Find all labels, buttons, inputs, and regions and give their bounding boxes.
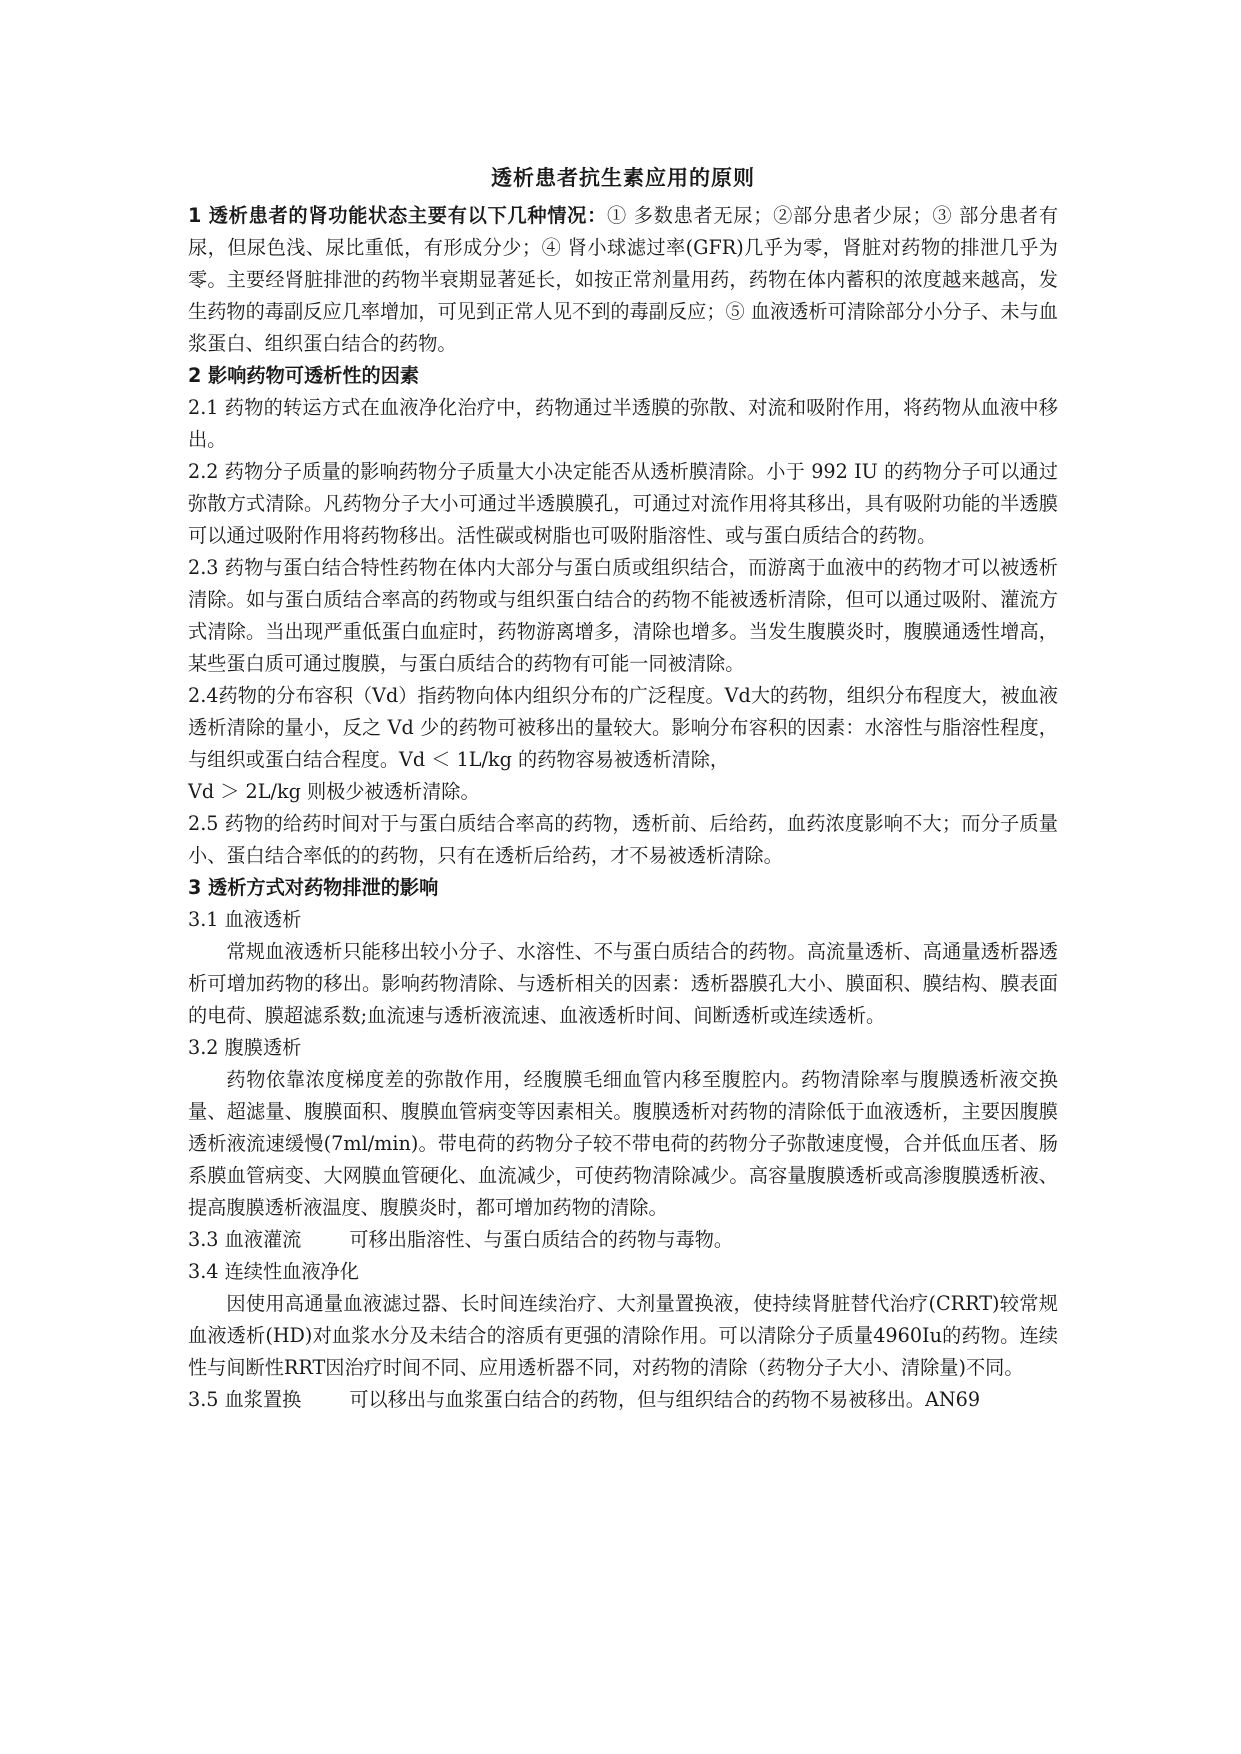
- section-3-3-line: [188, 1224, 1058, 1256]
- section-3-3-text: 可移出脂溶性、与蛋白质结合的药物与毒物。: [349, 1228, 734, 1251]
- section-2-heading: 2 影响药物可透析性的因素: [188, 364, 420, 387]
- section-3-5-text: 可以移出与血浆蛋白结合的药物，但与组织结合的药物不易被移出。AN69: [349, 1388, 981, 1411]
- section-2-2-paragraph: 2.2 药物分子质量的影响药物分子质量大小决定能否从透析膜清除。小于 992 IU 的药物分子可以通过弥散方式清除。凡药物分子大小可通过半透膜膜孔，可通过对流作用将其移出，具有吸附功能的半透膜可以通过吸附作用将药物移出。活性碳或树脂也可吸附脂溶性、或与蛋白质结合的药物。: [188, 460, 1058, 547]
- section-2-1-paragraph: 2.1 药物的转运方式在血液净化治疗中，药物通过半透膜的弥散、对流和吸附作用，将药物从血液中移出。: [188, 396, 1058, 451]
- section-3-5-line: [188, 1384, 1058, 1416]
- section-3-4-paragraph: 因使用高通量血液滤过器、长时间连续治疗、大剂量置换液，使持续肾脏替代治疗(CRRT)较常规血液透析(HD)对血浆水分及未结合的溶质有更强的清除作用。可以清除分子质量4960Iu的药物。连续性与间断性RRT因治疗时间不同、应用透析器不同，对药物的清除（药物分子大小、清除量)不同。: [188, 1292, 1058, 1379]
- section-3-2-heading: 3.2 腹膜透析: [188, 1036, 302, 1059]
- section-3-1-heading: 3.1 血液透析: [188, 908, 302, 931]
- section-1-paragraph: [188, 200, 1058, 360]
- section-1-heading: 1 透析患者的肾功能状态主要有以下几种情况：: [188, 204, 608, 227]
- document-title: 透析患者抗生素应用的原则: [491, 166, 755, 190]
- section-2-4-paragraph: 2.4药物的分布容积（Vd）指药物向体内组织分布的广泛程度。Vd大的药物，组织分布程度大，被血液透析清除的量小，反之 Vd 少的药物可被移出的量较大。影响分布容积的因素：水溶性与脂溶性程度，与组织或蛋白结合程度。Vd ＜ 1L/kg 的药物容易被透析清除，: [188, 684, 1058, 771]
- section-3-heading: 3 透析方式对药物排泄的影响: [188, 876, 439, 899]
- section-1-body: ① 多数患者无尿；②部分患者少尿；③ 部分患者有尿，但尿色浅、尿比重低，有形成分少；④ 肾小球滤过率(GFR)几乎为零，肾脏对药物的排泄几乎为零。主要经肾脏排泄的药物半衰期显著延长，如按正常剂量用药，药物在体内蓄积的浓度越来越高，发生药物的毒副反应几率增加，可见到正常人见不到的毒副反应；⑤ 血液透析可清除部分小分子、未与血浆蛋白、组织蛋白结合的药物。: [188, 204, 1059, 355]
- document-page: [188, 160, 1058, 1416]
- section-2-5-paragraph: 2.5 药物的给药时间对于与蛋白质结合率高的药物，透析前、后给药，血药浓度影响不大；而分子质量小、蛋白结合率低的的药物，只有在透析后给药，才不易被透析清除。: [188, 812, 1058, 867]
- section-3-5-heading: 3.5 血浆置换: [188, 1388, 302, 1411]
- section-3-4-heading: 3.4 连续性血液净化: [188, 1260, 359, 1283]
- section-3-1-paragraph: 常规血液透析只能移出较小分子、水溶性、不与蛋白质结合的药物。高流量透析、高通量透析器透析可增加药物的移出。影响药物清除、与透析相关的因素：透析器膜孔大小、膜面积、膜结构、膜表面的电荷、膜超滤系数;血流速与透析液流速、血液透析时间、间断透析或连续透析。: [188, 940, 1058, 1027]
- section-2-3-paragraph: 2.3 药物与蛋白结合特性药物在体内大部分与蛋白质或组织结合，而游离于血液中的药物才可以被透析清除。如与蛋白质结合率高的药物或与组织蛋白结合的药物不能被透析清除，但可以通过吸附、灌流方式清除。当出现严重低蛋白血症时，药物游离增多，清除也增多。当发生腹膜炎时，腹膜通透性增高，某些蛋白质可通过腹膜，与蛋白质结合的药物有可能一同被清除。: [188, 556, 1058, 675]
- section-3-3-heading: 3.3 血液灌流: [188, 1228, 302, 1251]
- section-3-2-paragraph: 药物依靠浓度梯度差的弥散作用，经腹膜毛细血管内移至腹腔内。药物清除率与腹膜透析液交换量、超滤量、腹膜面积、腹膜血管病变等因素相关。腹膜透析对药物的清除低于血液透析，主要因腹膜透析液流速缓慢(7ml/min)。带电荷的药物分子较不带电荷的药物分子弥散速度慢，合并低血压者、肠系膜血管病变、大网膜血管硬化、血流减少，可使药物清除减少。高容量腹膜透析或高渗腹膜透析液、提高腹膜透析液温度、腹膜炎时，都可增加药物的清除。: [188, 1068, 1058, 1219]
- section-2-4-paragraph-continued: Vd ＞ 2L/kg 则极少被透析清除。: [188, 780, 480, 803]
